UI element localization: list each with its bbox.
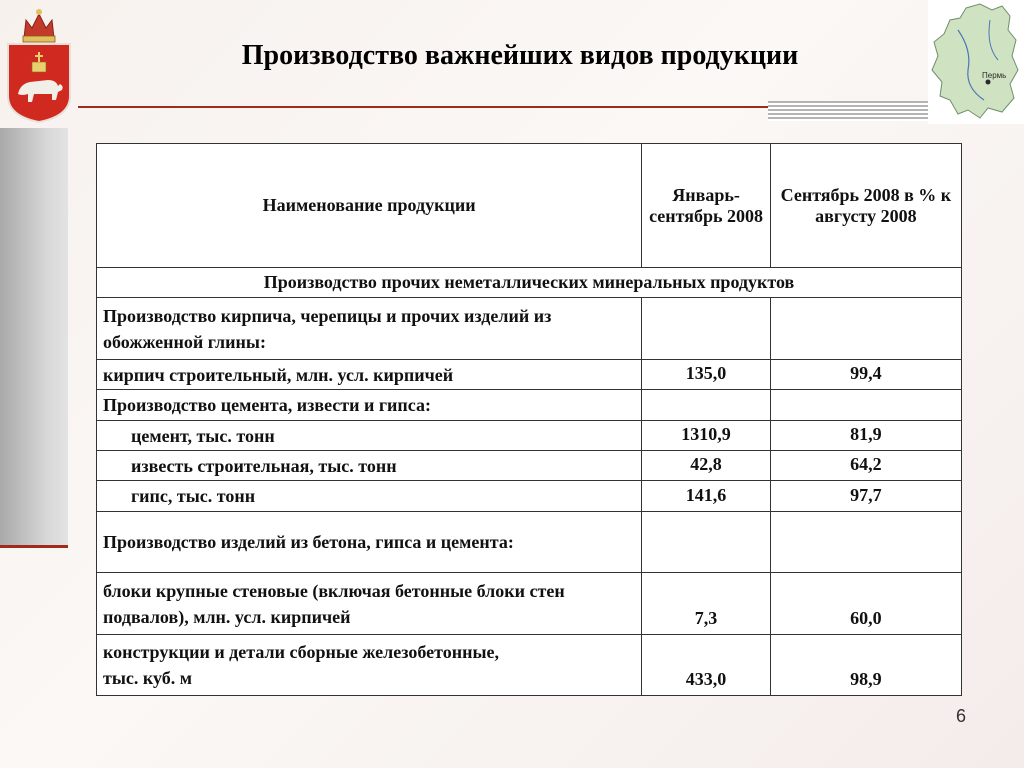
header-period-2: Сентябрь 2008 в % к августу 2008 (770, 144, 961, 268)
row-value-2: 97,7 (770, 481, 961, 512)
table-row (97, 512, 962, 573)
map-city-label: Пермь (982, 71, 1007, 80)
row-value-2 (770, 512, 961, 573)
slide-title: Производство важнейших видов продукции (241, 40, 799, 71)
section-row (97, 268, 962, 298)
row-value-2: 64,2 (770, 451, 961, 481)
region-map-icon (928, 0, 1024, 124)
coat-of-arms-icon (4, 0, 74, 124)
left-decor-panel (0, 128, 68, 545)
row-value-1 (642, 298, 770, 360)
row-name: конструкции и детали сборные железобетонные, тыс. куб. м (97, 635, 642, 696)
title-rule-stripes (768, 101, 936, 121)
row-value-1: 141,6 (642, 481, 770, 512)
table-row (97, 390, 962, 421)
row-value-1: 7,3 (642, 573, 770, 635)
row-name: блоки крупные стеновые (включая бетонные блоки стен подвалов), млн. усл. кирпичей (97, 573, 642, 635)
row-name: цемент, тыс. тонн (97, 421, 642, 451)
row-value-1: 135,0 (642, 360, 770, 390)
table-row (97, 360, 962, 390)
table-row (97, 421, 962, 451)
row-value-1: 433,0 (642, 635, 770, 696)
table-row (97, 481, 962, 512)
row-value-1 (642, 390, 770, 421)
production-table (96, 143, 962, 696)
page-number: 6 (955, 706, 966, 726)
section-title: Производство прочих неметаллических минеральных продуктов (97, 268, 962, 298)
row-name: Производство кирпича, черепицы и прочих изделий из обожженной глины: (97, 298, 642, 360)
table-header-row (97, 144, 962, 268)
row-value-1: 1310,9 (642, 421, 770, 451)
row-value-1 (642, 512, 770, 573)
header-name: Наименование продукции (97, 144, 642, 268)
row-value-2: 98,9 (770, 635, 961, 696)
row-name: известь строительная, тыс. тонн (97, 451, 642, 481)
row-value-1: 42,8 (642, 451, 770, 481)
row-value-2: 81,9 (770, 421, 961, 451)
table-row (97, 298, 962, 360)
row-value-2: 99,4 (770, 360, 961, 390)
row-name: Производство цемента, извести и гипса: (97, 390, 642, 421)
row-value-2 (770, 390, 961, 421)
row-value-2: 60,0 (770, 573, 961, 635)
row-name: гипс, тыс. тонн (97, 481, 642, 512)
table-row (97, 451, 962, 481)
row-name: кирпич строительный, млн. усл. кирпичей (97, 360, 642, 390)
table-row (97, 573, 962, 635)
row-value-2 (770, 298, 961, 360)
row-name: Производство изделий из бетона, гипса и цемента: (97, 512, 642, 573)
left-decor-line (0, 545, 68, 548)
header-period-1: Январь-сентябрь 2008 (642, 144, 770, 268)
table-row (97, 635, 962, 696)
